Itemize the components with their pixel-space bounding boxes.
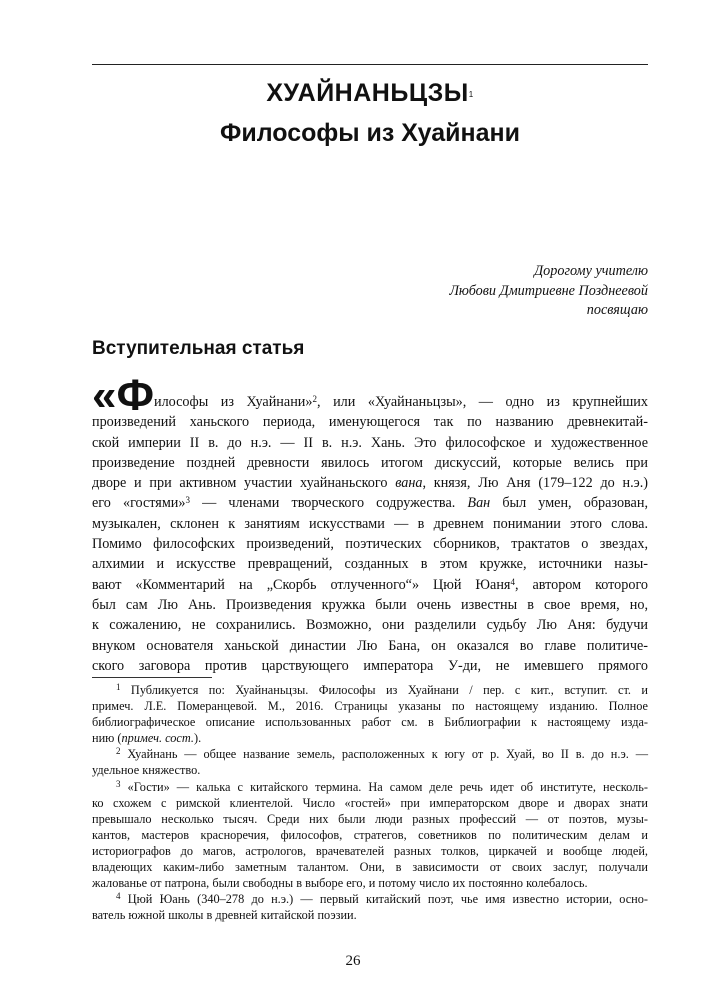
footnote-line: удельное княжество. — [92, 763, 201, 778]
footnote-number: 2 — [116, 746, 121, 757]
footnote-line: жалованье от патрона, были свободны в выборе его, и потому число их постоянно колебалось. — [92, 876, 588, 891]
footnote-line: ватель южной школы в древней китайской поэзии. — [92, 908, 357, 923]
body-line: к сожалению, не сохранились. Возможно, они разделили судьбу Лю Аня: будучи — [92, 617, 648, 634]
footnote-ref: 3 — [185, 495, 190, 506]
footnote-number: 3 — [116, 778, 121, 789]
chapter-subtitle: Философы из Хуайнани — [220, 119, 520, 147]
footnote-line: $^1$ Публикуется по: Хуайнаньцзы. Философы из Хуайнани / пер. с кит., вступит. ст. и — [116, 682, 648, 697]
body-line: алхимии и искусстве превращений, созданных в этом кружке, источники назы- — [92, 556, 648, 573]
body-line: был сам Лю Ань. Произведения кружка были очень известны в свое время, но, — [92, 596, 648, 613]
title-footnote-ref: 1 — [468, 90, 474, 99]
footnote-ref: 4 — [510, 576, 515, 587]
body-line: илософы из Хуайнани»$^2$, или «Хуайнаньцзы», — одно из крупнейших — [154, 394, 648, 410]
body-line: вают «Комментарий на „Скорбь отлученного“» Цюй Юаня$^4$, автором которого — [92, 576, 649, 593]
body-line: произведение поздней древности явилось итогом дискуссий, которые велись при — [92, 454, 648, 471]
body-line: Помимо философских произведений, поэтических сборников, трактатов о звездах, — [92, 536, 648, 553]
body-line: музыкален, склонен к занятиям искусствами — в древнем понимании этого слова. — [92, 515, 648, 532]
footnote-line: историографов до магов, астрологов, врачевателей разных толков, циркачей и вообще людей, — [92, 843, 648, 858]
italic-term: вана — [395, 475, 423, 492]
drop-cap: «Ф — [92, 371, 155, 420]
italic-term: примеч. сост. — [121, 731, 194, 746]
body-line: произведений ханьского периода, именующегося так по названию древнекитай- — [92, 414, 648, 431]
footnote-number: 4 — [116, 891, 121, 902]
footnote-line: кантов, мастеров красноречия, философов, стратегов, советников по политическим делам и — [92, 827, 648, 842]
dedication-line: Любови Дмитриевне Позднеевой — [449, 282, 648, 299]
body-line: ской империи II в. до н.э. — II в. н.э. Хань. Это философское и художественное — [92, 434, 648, 451]
dedication-line: Дорогому учителю — [534, 263, 648, 279]
footnotes — [92, 682, 648, 923]
body-text — [92, 392, 648, 676]
footnote-line: $^3$ «Гости» — калька с китайского термина. На самом деле речь идет об институте, несколь- — [116, 778, 648, 794]
body-line: его «гостями»$^3$ — членами творческого содружества. Ван был умен, образован, — [92, 495, 648, 512]
footnote-number: 1 — [116, 682, 121, 692]
page-number: 26 — [345, 953, 361, 969]
footnote-line: превышало несколько тысяч. Среди них были люди разных профессий — от поэтов, музы- — [92, 811, 648, 826]
footnote-line: нию (примеч. сост.). — [92, 731, 202, 746]
top-rule — [92, 64, 648, 65]
dedication-line: посвящаю — [586, 302, 648, 318]
dedication — [449, 262, 648, 321]
body-line: ского заговора против царствующего императора У-ди, не имевшего прямого — [92, 657, 648, 674]
chapter-title: ХУАЙНАНЬЦЗЫ$^1$ — [266, 79, 474, 107]
footnote-line: ко схожем с римской клиентелой. Число «гостей» при императорском дворе и дворах знати — [92, 795, 648, 810]
body-line: дворе и при активном участии хуайнаньского вана, князя, Лю Аня (179–122 до н.э.) — [92, 475, 649, 492]
footnote-line: примеч. Л.Е. Померанцевой. М., 2016. Страницы указаны по настоящему изданию. Полное — [92, 699, 648, 714]
body-line: внуком основателя ханьской династии Лю Бана, он оказался во главе политиче- — [92, 637, 648, 654]
footnote-ref: 2 — [312, 394, 317, 404]
footnote-line: $^2$ Хуайнань — общее название земель, расположенных к югу от р. Хуай, во II в. до н.э. — — [116, 746, 648, 762]
footnote-line: $^4$ Цюй Юань (340–278 до н.э.) — первый китайский поэт, чье имя известно истории, осно- — [116, 891, 648, 907]
footnote-rule — [92, 677, 212, 678]
italic-term: Ван — [467, 495, 491, 512]
footnote-line: библиографическое описание использованных работ см. в Библиографии к настоящему изда- — [92, 715, 648, 730]
section-heading: Вступительная статья — [92, 338, 305, 359]
footnote-line: владеющих каким-либо заметным талантом. Они, в зависимости от своих заслуг, получали — [92, 860, 648, 875]
